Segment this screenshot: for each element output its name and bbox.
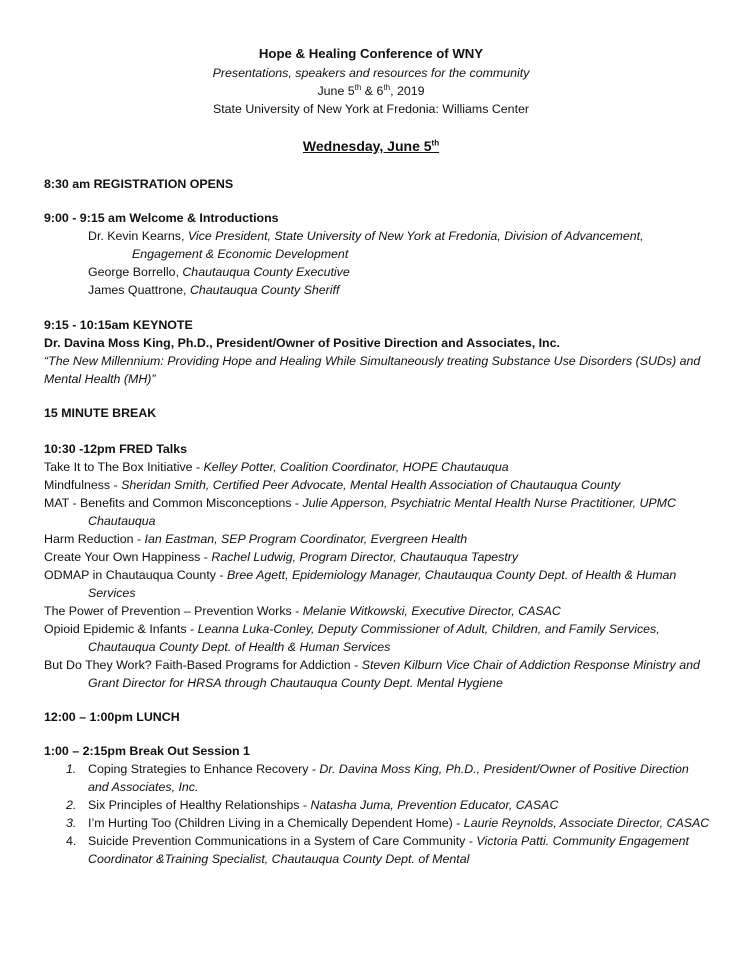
- lunch-heading: 12:00 – 1:00pm LUNCH: [44, 710, 180, 724]
- day-heading: Wednesday, June 5th: [302, 138, 440, 154]
- keynote-section: [44, 316, 712, 388]
- speaker-line: James Quattrone, Chautauqua County Sheriff: [88, 283, 340, 297]
- list-item: Take It to The Box Initiative - Kelley Potter, Coalition Coordinator, HOPE Chautauqua: [44, 460, 509, 474]
- keynote-speaker: Dr. Davina Moss King, Ph.D., President/Owner of Positive Direction and Associates, Inc.: [44, 336, 560, 350]
- break-heading: 15 MINUTE BREAK: [44, 406, 157, 420]
- list-item: The Power of Prevention – Prevention Works - Melanie Witkowski, Executive Director, CASAC: [44, 604, 561, 618]
- list-item: MAT - Benefits and Common Misconceptions - Julie Apperson, Psychiatric Mental Health Nurse Practitioner, UPMC Chautauqua: [44, 496, 676, 528]
- conference-venue: State University of New York at Fredonia: Williams Center: [212, 102, 530, 116]
- fred-talks-section: [44, 440, 712, 692]
- keynote-talk-title: “The New Millennium: Providing Hope and Healing While Simultaneously treating Substance Use Disorders (SUDs) and Mental Health (MH)”: [44, 354, 701, 386]
- list-item: ODMAP in Chautauqua County - Bree Agett, Epidemiology Manager, Chautauqua County Dept. of Health & Human Services: [44, 568, 677, 600]
- speaker-line: Dr. Kevin Kearns, Vice President, State University of New York at Fredonia, Division of Advancement,: [88, 229, 644, 243]
- keynote-heading: 9:15 - 10:15am KEYNOTE: [44, 318, 193, 332]
- breakout-section: [44, 742, 712, 868]
- list-item: But Do They Work? Faith-Based Programs for Addiction - Steven Kilburn Vice Chair of Addiction Response Ministry and Grant Director for HRSA through Chautauqua County Dept. Mental Hygiene: [44, 658, 700, 690]
- list-item: 4. Suicide Prevention Communications in a System of Care Community - Victoria Patti. Community Engagement Coordinator &Training Specialist, Chautauqua County Dept. of Mental: [66, 834, 689, 866]
- list-item: Opioid Epidemic & Infants - Leanna Luka-Conley, Deputy Commissioner of Adult, Children, and Family Services, Chautauqua County Dept. of Health & Human Services: [44, 622, 660, 654]
- registration-heading: 8:30 am REGISTRATION OPENS: [44, 177, 234, 191]
- list-item: Harm Reduction - Ian Eastman, SEP Program Coordinator, Evergreen Health: [44, 532, 468, 546]
- document-title: Hope & Healing Conference of WNY: [258, 46, 484, 61]
- welcome-heading: 9:00 - 9:15 am Welcome & Introductions: [44, 211, 279, 225]
- document-subtitle: Presentations, speakers and resources for the community: [212, 66, 530, 80]
- list-item: Mindfulness - Sheridan Smith, Certified Peer Advocate, Mental Health Association of Chautauqua County: [44, 478, 621, 492]
- speaker-line: George Borrello, Chautauqua County Executive: [88, 265, 350, 279]
- list-item: Create Your Own Happiness - Rachel Ludwig, Program Director, Chautauqua Tapestry: [44, 550, 519, 564]
- conference-dates: June 5th & 6th, 2019: [317, 82, 425, 98]
- list-item: 1. Coping Strategies to Enhance Recovery - Dr. Davina Moss King, Ph.D., President/Owner of Positive Direction and Associates, Inc.: [66, 762, 689, 794]
- fred-talks-heading: 10:30 -12pm FRED Talks: [44, 442, 188, 456]
- breakout-heading: 1:00 – 2:15pm Break Out Session 1: [44, 744, 250, 758]
- speaker-line-continued: Engagement & Economic Development: [132, 247, 349, 261]
- list-item: 2. Six Principles of Healthy Relationships - Natasha Juma, Prevention Educator, CASAC: [66, 798, 559, 812]
- list-item: 3. I’m Hurting Too (Children Living in a Chemically Dependent Home) - Laurie Reynolds, Associate Director, CASAC: [66, 816, 710, 830]
- welcome-section: [44, 209, 712, 299]
